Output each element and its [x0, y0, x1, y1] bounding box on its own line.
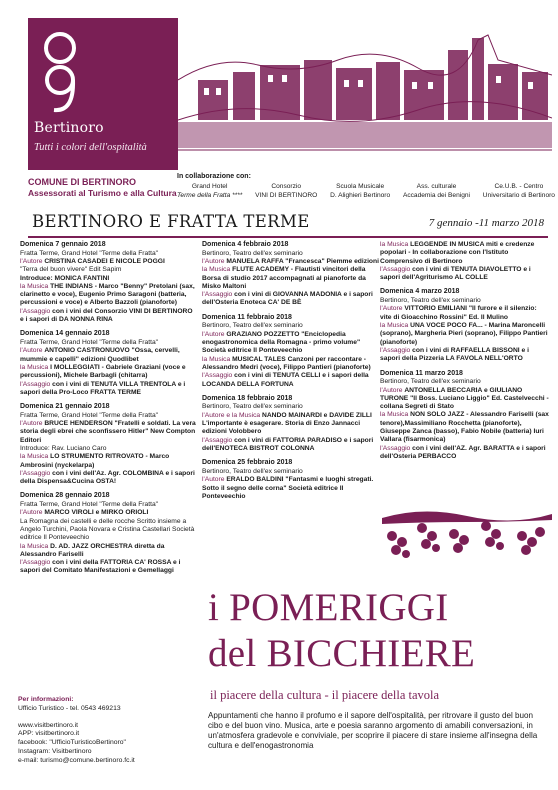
event-music-text: FLUTE ACADEMY - Flautisti vincitori della Borsa di studio 2017 accompagnati al pianoforte da Misko Maltoni: [202, 266, 366, 290]
event-tasting-label: l'Assaggio: [202, 436, 233, 444]
event-place: Bertinoro, Teatro dell'ex seminario: [380, 378, 481, 386]
info-block: [18, 696, 198, 766]
event-place: Bertinoro, Teatro dell'ex seminario: [380, 297, 481, 305]
event-tasting-text: con i vini di TENUTA VILLA TRENTOLA e i sapori della Pro-Loco FRATTA TERME: [20, 380, 186, 396]
event-tasting: [202, 437, 380, 454]
feature-title-line-1: i POMERIGGI: [208, 586, 449, 629]
event-date: Domenica 4 marzo 2018: [380, 288, 460, 296]
event-author-label: l'Autore: [202, 257, 225, 265]
event-music: [380, 322, 550, 347]
event-entry: [202, 314, 380, 389]
event-music-label: la Musica: [20, 542, 49, 550]
event-date: Domenica 7 gennaio 2018: [20, 241, 106, 248]
event-author-label: l'Autore: [20, 509, 43, 517]
event-tasting: [380, 445, 550, 462]
event-music: [20, 283, 198, 308]
event-author-detail: La Romagna dei castelli e delle rocche Scritto insieme a Angelo Turchini, Paola Novara e Cristina Castellari Società editrice Il Ponteveechio: [20, 517, 195, 542]
event-music-label: la Musica: [20, 363, 49, 371]
comune-block: [28, 177, 177, 198]
event-tasting-label: l'Assaggio: [20, 307, 51, 315]
logo-mark-icon: [40, 30, 80, 116]
event-tasting-text: con i vini dell'AZ. Agr. BARATTA e i sapori dell'Osteria PERBACCO: [380, 444, 546, 460]
event-author-label: l'Autore e la Musica: [202, 411, 261, 419]
event-author-text: VITTORIO EMILIANI "Il furore e il silenzio: vite di Gioacchino Rossini" Ed. Il Mulino: [380, 305, 537, 321]
event-tasting-label: l'Assaggio: [380, 444, 411, 452]
event-entry: [20, 330, 198, 397]
info-facebook[interactable]: facebook: "UfficioTuristicoBertinoro": [18, 739, 126, 747]
event-entry: [20, 241, 198, 324]
event-author-note: Introduce: MONICA FANTINI: [20, 274, 110, 282]
event-tasting-label: l'Assaggio: [20, 469, 51, 477]
event-author-text: BRUCE HENDERSON "Fratelli e soldati. La vera storia degli ebrei che sconfissero Hitler" New Compton Editori: [20, 420, 196, 444]
assessorati: Assessorati al Turismo e alla Cultura: [28, 188, 177, 198]
event-entry: [20, 403, 198, 486]
event-date: Domenica 18 febbraio 2018: [202, 394, 293, 402]
event-music-text: UNA VOCE POCO FA... - Marina Maroncelli (soprano), Margheria Pieri (soprano), Filippo Pantieri (pianoforte): [380, 322, 548, 346]
event-date: Domenica 4 febbraio 2018: [202, 241, 289, 248]
event-author: [380, 387, 550, 412]
program-column-2: [202, 241, 380, 507]
event-tasting-label: l'Assaggio: [20, 380, 51, 388]
event-date: Domenica 21 gennaio 2018: [20, 403, 110, 411]
event-tasting-label: l'Assaggio: [20, 559, 51, 567]
grape-vine-illustration: [382, 506, 552, 572]
partner: Grand Hotel Terme della Fratta ****: [177, 183, 243, 199]
event-tasting-text: con i vini di FATTORIA PARADISO e i sapori dell'ENOTECA BISTROT COLONNA: [202, 436, 374, 452]
event-author-text: MARCO VIROLI e MIRKO ORIOLI: [44, 509, 149, 517]
event-tasting-text: con i vini dell'Az. Agr. COLOMBINA e i sapori della Dispensa&Cucina OSTA!: [20, 469, 195, 486]
partner: Ass. culturale Accademia dei Benigni: [402, 183, 471, 199]
event-author-text: CRISTINA CASADEI E NICOLE POGGI: [44, 257, 165, 265]
event-music-text: THE INDIANS - Marco "Benny" Pretolani (sax, clarinetto e voce), Eugenio Primo Saragoni (batteria, percussioni e voce) e Alberto Bazzoli (pianoforte): [20, 282, 195, 307]
town-illustration: [178, 20, 552, 170]
event-author: [202, 476, 380, 501]
event-entry: [202, 459, 380, 501]
event-author-detail: Introduce: Rav. Luciano Caro: [20, 444, 107, 452]
feature-subtitle: il piacere della cultura - il piacere della tavola: [210, 688, 440, 702]
event-music-text: I MOLLEGGIATI - Gabriele Graziani (voce e percussioni), Michele Barbagli (chitarra): [20, 363, 186, 380]
logo-tagline: Tutti i colori dell'ospitalità: [34, 142, 147, 153]
event-author: [202, 258, 380, 266]
event-author-label: l'Autore: [20, 257, 43, 265]
event-music-label: la Musica: [202, 266, 231, 274]
info-email[interactable]: e-mail: turismo@comune.bertinoro.fc.it: [18, 756, 135, 764]
event-tasting: [20, 308, 198, 325]
event-date: Domenica 14 gennaio 2018: [20, 330, 110, 338]
event-music-text: D. AD. JAZZ ORCHESTRA diretta da Alessandro Fariselli: [20, 542, 165, 558]
event-music-label: la Musica: [380, 322, 409, 330]
event-tasting: [20, 470, 198, 487]
event-music: [380, 411, 550, 444]
event-place: Fratta Terme, Grand Hotel "Terme della Fratta": [20, 411, 159, 419]
event-music: [20, 364, 198, 381]
program-column-3: [380, 241, 550, 467]
event-music: [20, 453, 198, 470]
event-place: Fratta Terme, Grand Hotel "Terme della Fratta": [20, 339, 159, 347]
event-author: [202, 412, 380, 437]
event-place: Fratta Terme, Grand Hotel "Terme della Fratta": [20, 501, 159, 509]
event-author: [380, 305, 550, 322]
event-tasting-label: l'Assaggio: [380, 346, 411, 354]
info-office: Ufficio Turistico - tel. 0543 469213: [18, 704, 121, 712]
event-music: [202, 356, 380, 373]
event-author-label: l'Autore: [202, 330, 225, 338]
info-app[interactable]: APP: visitbertinoro.it: [18, 730, 80, 738]
event-place: Bertinoro, Teatro dell'ex seminario: [202, 467, 303, 475]
title-row: [28, 212, 548, 234]
event-entry: [380, 288, 550, 363]
event-tasting-label: l'Assaggio: [202, 291, 233, 299]
event-music-label: la Musica: [20, 282, 49, 290]
program-column-1: [20, 241, 198, 582]
event-entry: [20, 492, 198, 575]
event-music: [20, 543, 198, 560]
event-music-label: la Musica: [380, 241, 409, 248]
event-entry: [202, 395, 380, 453]
event-date: Domenica 28 gennaio 2018: [20, 492, 110, 500]
event-author-label: l'Autore: [380, 386, 403, 394]
event-tasting: [380, 347, 550, 364]
event-author: [20, 509, 198, 517]
event-tasting: [202, 291, 380, 308]
event-author-text: ANTONIO CASTRONUOVO "Ossa, cervelli, mummie e capelli" edizioni Quodlibet: [20, 347, 180, 363]
event-music-label: la Musica: [380, 411, 409, 419]
logo-name: Bertinoro: [34, 120, 104, 136]
event-tasting-text: con i vini di TENUTA CELLI e i sapori della LOCANDA DELLA FORTUNA: [202, 372, 369, 388]
event-place: Fratta Terme, Grand Hotel "Terme della Fratta": [20, 249, 159, 257]
partner: Consorzio VINI DI BERTINORO: [255, 183, 318, 199]
comune-name: COMUNE DI BERTINORO: [28, 177, 136, 187]
event-tasting-text: con i vini di GIOVANNA MADONIA e i sapori dell'Osteria Enoteca CA' DE BÈ: [202, 291, 373, 307]
event-author-label: l'Autore: [380, 305, 403, 313]
event-author-label: l'Autore: [20, 347, 43, 355]
event-author-text: ERALDO BALDINI "Fantasmi e luoghi stregati. Sotto il segno delle corna" Società editrice Il Ponteveechio: [202, 476, 374, 500]
info-heading: Per informazioni:: [18, 696, 74, 703]
event-date: Domenica 25 febbraio 2018: [202, 459, 293, 467]
event-music-text: LEGGENDE IN MUSICA miti e credenze popolari - In collaborazione con l'Istituto Comprensivo di Bertinoro: [380, 241, 535, 265]
main-title: BERTINORO E FRATTA TERME: [32, 212, 310, 231]
event-music-text: MUSICAL TALES Canzoni per raccontare - Alessandro Medri (voce), Filippo Pantieri (pianoforte): [202, 355, 371, 371]
partners-list: [177, 183, 555, 200]
feature-title-line-2: del BICCHIERE: [208, 632, 476, 675]
event-author-text: GRAZIANO POZZETTO "Enciclopedia enogastronomica della Romagna - primo volume" Società editrice Il Ponteveechio: [202, 330, 361, 355]
event-tasting-label: l'Assaggio: [380, 265, 411, 273]
event-tasting-label: l'Assaggio: [202, 372, 233, 380]
event-music: [380, 241, 550, 266]
event-entry: [202, 241, 380, 308]
event-dates: 7 gennaio -11 marzo 2018: [428, 217, 544, 229]
event-author-detail: "Terra del buon vivere" Edit Sapim: [20, 266, 122, 274]
event-tasting: [20, 381, 198, 398]
event-music: [202, 266, 380, 291]
event-music-text: NON SOLO JAZZ - Alessandro Fariselli (sax tenore),Massimiliano Rocchetta (pianoforte), Giuseppe Zanca (basso), Fabio Nobile (batteria) Iuri Vallara (fisarmonica): [380, 411, 549, 444]
bertinoro-logo: [28, 18, 178, 170]
event-entry: [380, 370, 550, 462]
event-tasting-text: con i vini della FATTORIA CA' ROSSA e i sapori del Comitato Manifestazioni e Gemellaggi: [20, 559, 181, 575]
collab-title: In collaborazione con:: [177, 173, 251, 180]
event-entry: [380, 241, 550, 282]
event-music-label: la Musica: [20, 453, 49, 461]
event-place: Bertinoro, Teatro dell'ex seminario: [202, 249, 303, 257]
info-instagram[interactable]: Instagram: Visitbertinoro: [18, 748, 92, 756]
event-author: [20, 347, 198, 364]
event-tasting-text: con i vini del Consorzio VINI DI BERTINORO e i sapori di DA NONNA RINA: [20, 307, 193, 324]
event-tasting: [380, 266, 550, 283]
event-date: Domenica 11 marzo 2018: [380, 369, 463, 377]
event-music-text: LO STRUMENTO RITROVATO - Marco Ambrosini (nyckelarpa): [20, 453, 170, 469]
event-author-label: l'Autore: [202, 476, 225, 484]
feature-description: Appuntamenti che hanno il profumo e il sapore dell'ospitalità, per ritrovare il gusto del buon cibo e del buon vino. Musica, arte e poesia saranno argomento di amabili conversazioni, in un'atmosfera gradevole e conviviale, per scoprire il piacere di stare insieme all'insegna della cultura e dell'enogastronomia: [208, 711, 538, 751]
partner: Ce.U.B. - Centro Universitario di Bertinoro: [482, 183, 555, 199]
event-tasting: [202, 372, 380, 389]
event-date: Domenica 11 febbraio 2018: [202, 313, 292, 321]
event-author-text: NANDO MAINARDI e DAVIDE ZILLI L'importante è esagerare. Storia di Enzo Jannacci edizioni Volobbero: [202, 411, 372, 436]
event-place: Bertinoro, Teatro dell'ex seminario: [202, 403, 303, 411]
event-author: [202, 331, 380, 356]
event-author: [20, 258, 198, 266]
event-author-label: l'Autore: [20, 420, 43, 428]
event-author-text: MANUELA RAFFA "Francesca" Piemme edizioni: [226, 257, 379, 265]
event-music-label: la Musica: [202, 355, 231, 363]
divider: [28, 236, 548, 238]
partner: Scuola Musicale D. Alighieri Bertinoro: [330, 183, 391, 199]
event-author: [20, 420, 198, 445]
event-tasting-text: con i vini di RAFFAELLA BISSONI e i sapori della Pizzeria LA FAVOLA NELL'ORTO: [380, 346, 529, 363]
event-tasting-text: con i vini di TENUTA DIAVOLETTO e i sapori dell'Agriturismo AL COLLE: [380, 265, 531, 282]
event-author-text: ANTONELLA BECCARIA e GIULIANO TURONE "Il Boss. Luciano Liggio" Ed. Castelvecchi - collana Segreti di Stato: [380, 386, 549, 411]
event-place: Bertinoro, Teatro dell'ex seminario: [202, 322, 303, 330]
info-website-link[interactable]: www.visitbertinoro.it: [18, 721, 79, 729]
event-tasting: [20, 559, 198, 576]
